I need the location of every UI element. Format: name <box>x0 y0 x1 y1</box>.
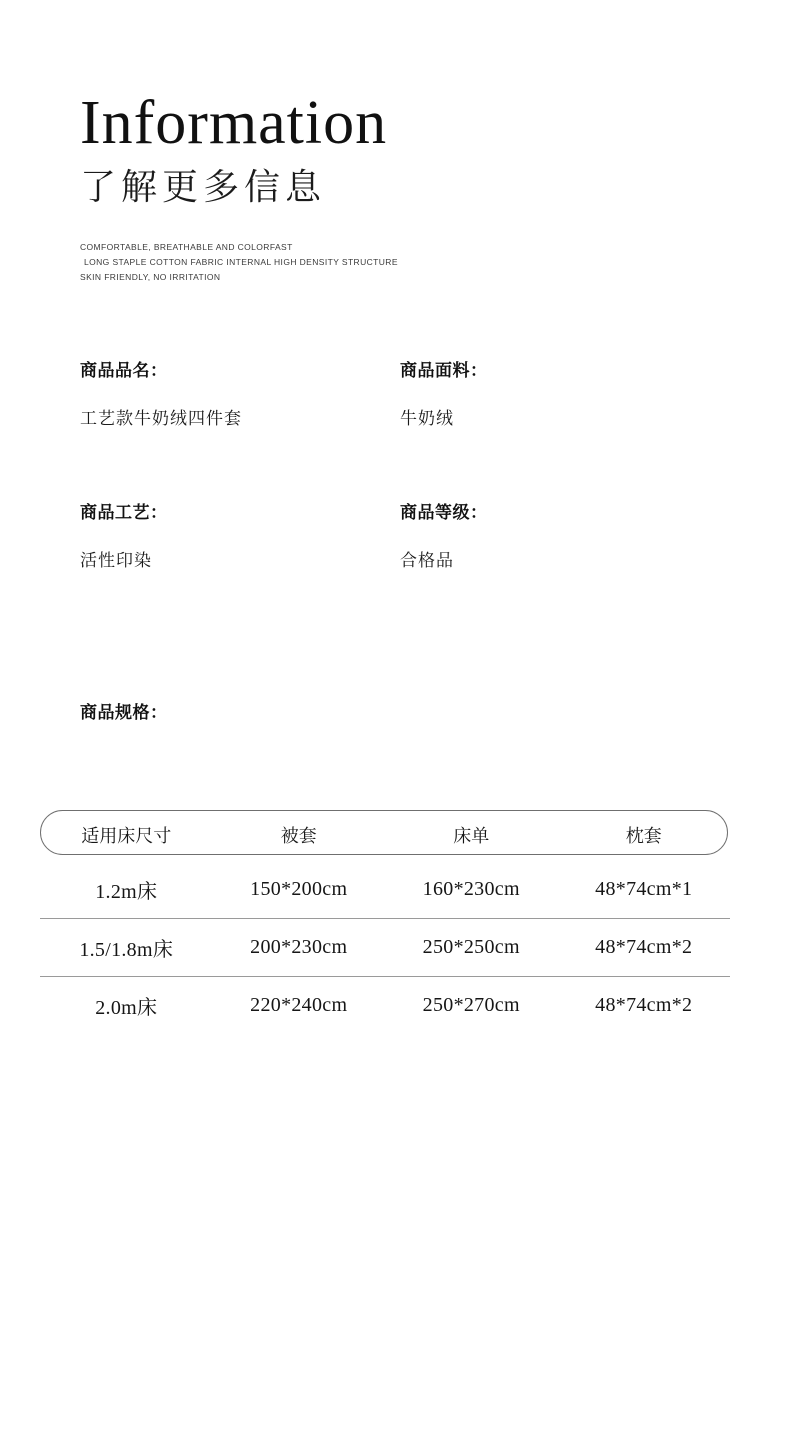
table-header-cell-pillowcase: 枕套 <box>625 826 662 846</box>
attribute-product-name <box>80 358 400 432</box>
fabric-value: 牛奶绒 <box>400 409 454 428</box>
specification-section-label: 商品规格： <box>80 703 168 722</box>
page-header <box>80 88 710 285</box>
header-subtext <box>80 240 710 285</box>
craft-value: 活性印染 <box>80 551 152 570</box>
attribute-row-spacer <box>80 432 720 500</box>
product-name-label: 商品品名： <box>80 361 168 380</box>
attribute-grade <box>400 500 720 574</box>
cell-duvet-cover: 220*240cm <box>250 994 348 1016</box>
table-row <box>40 861 730 919</box>
grade-label: 商品等级： <box>400 503 488 522</box>
cell-duvet-cover: 200*230cm <box>213 919 386 977</box>
fabric-label: 商品面料： <box>400 361 488 380</box>
header-subtext-line-1: COMFORTABLE, BREATHABLE AND COLORFAST <box>80 242 293 252</box>
header-subtext-line-2: LONG STAPLE COTTON FABRIC INTERNAL HIGH DENSITY STRUCTURE <box>84 257 398 267</box>
table-body <box>40 861 730 1034</box>
craft-label: 商品工艺： <box>80 503 168 522</box>
table-row <box>40 977 730 1035</box>
cell-duvet-cover: 150*200cm <box>213 861 386 919</box>
attribute-fabric <box>400 358 720 432</box>
table-header-row <box>40 810 730 861</box>
table-header-cell-duvet-cover: 被套 <box>280 826 317 846</box>
header-subtext-line-3: SKIN FRIENDLY, NO IRRITATION <box>80 272 221 282</box>
table-header-cell-bed-size: 适用床尺寸 <box>81 826 172 846</box>
grade-value: 合格品 <box>400 551 454 570</box>
attribute-row-2 <box>80 500 720 574</box>
table-head <box>40 810 730 861</box>
product-attributes <box>80 358 720 574</box>
specification-table <box>40 810 730 1034</box>
cell-bed-size: 1.5/1.8m床 <box>40 919 213 977</box>
cell-pillowcase: 48*74cm*2 <box>595 994 693 1016</box>
cell-bed-size: 2.0m床 <box>95 997 158 1019</box>
cell-pillowcase: 48*74cm*2 <box>558 919 731 977</box>
page-title-english: Information <box>80 89 388 157</box>
attribute-craft <box>80 500 400 574</box>
specification-table-wrapper <box>40 810 730 1034</box>
cell-bed-sheet: 160*230cm <box>385 861 558 919</box>
cell-pillowcase: 48*74cm*1 <box>558 861 731 919</box>
cell-bed-sheet: 250*250cm <box>385 919 558 977</box>
attribute-row-1 <box>80 358 720 432</box>
page-title-chinese: 了解更多信息 <box>80 166 327 207</box>
table-row <box>40 919 730 977</box>
table-header-cell-bed-sheet: 床单 <box>453 826 490 846</box>
cell-bed-sheet: 250*270cm <box>422 994 520 1016</box>
cell-bed-size: 1.2m床 <box>40 861 213 919</box>
product-name-value: 工艺款牛奶绒四件套 <box>80 409 242 428</box>
